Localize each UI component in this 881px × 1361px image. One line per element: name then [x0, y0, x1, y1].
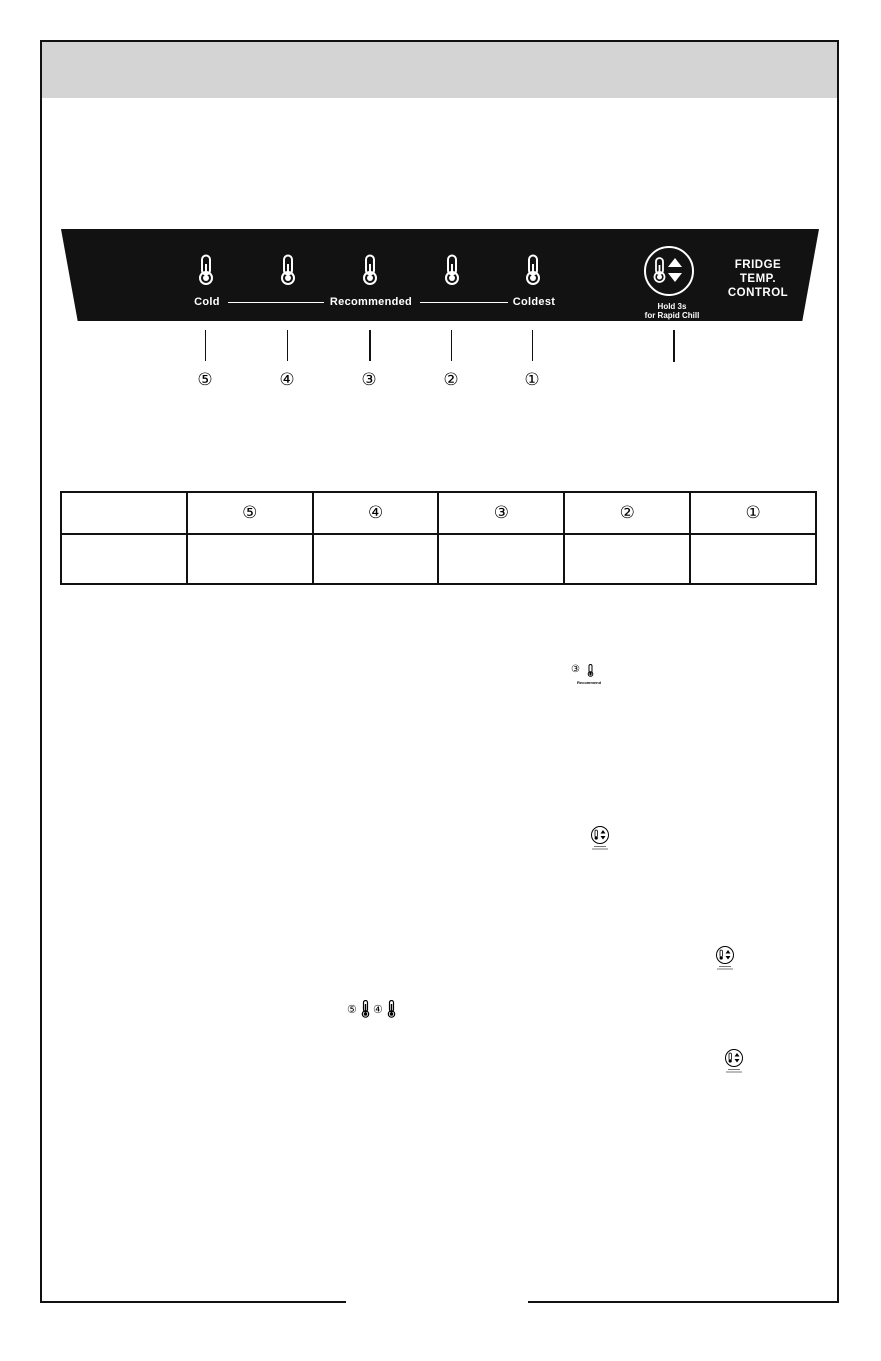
- scale-line-left: [228, 302, 324, 303]
- thermometer-icon-4[interactable]: [279, 254, 297, 286]
- scale-line-right: [420, 302, 508, 303]
- table-cell: [313, 534, 439, 584]
- recommend-number: ③: [571, 664, 580, 675]
- callout-number-4: ④: [279, 370, 295, 389]
- fridge-temp-control-title: [708, 258, 808, 300]
- header-band: [42, 42, 837, 98]
- table-cell: [187, 534, 313, 584]
- callout-number-1: ①: [524, 370, 540, 389]
- table-row: [61, 534, 816, 584]
- rapid-chill-icon: [652, 256, 686, 286]
- thermometer-icon-3[interactable]: [361, 254, 379, 286]
- table-header-cell: ①: [690, 492, 816, 534]
- callout-line-1: [532, 330, 533, 361]
- callout-line-rapid: [673, 330, 675, 362]
- pair-thermometer-icon-4: [387, 1000, 396, 1018]
- label-cold: Cold: [194, 296, 220, 308]
- recommend-thermometer-icon: [587, 664, 594, 677]
- hold-instructions: [612, 302, 732, 320]
- pair-number-4: ④: [373, 1004, 383, 1016]
- table-header-row: [61, 492, 816, 534]
- footer-rule-left: [40, 1301, 346, 1303]
- table-header-cell: [61, 492, 187, 534]
- thermometer-icon-5[interactable]: [197, 254, 215, 286]
- table-cell: [61, 534, 187, 584]
- table-header-cell: ②: [564, 492, 690, 534]
- thermometer-icon-1[interactable]: [524, 254, 542, 286]
- rapid-chill-small-icon-3: [724, 1048, 744, 1074]
- recommend-label: Recommend: [577, 680, 602, 685]
- pair-number-5: ⑤: [347, 1004, 357, 1016]
- hold-line-2: for Rapid Chill: [644, 311, 700, 320]
- callout-line-3: [369, 330, 371, 361]
- callout-number-3: ③: [361, 370, 377, 389]
- thermometer-icon-2[interactable]: [443, 254, 461, 286]
- callout-line-5: [205, 330, 206, 361]
- callout-line-2: [451, 330, 452, 361]
- pair-thermometer-icon-5: [361, 1000, 370, 1018]
- title-line-1: FRIDGE: [734, 259, 782, 271]
- table-cell: [438, 534, 564, 584]
- label-recommended: Recommended: [329, 296, 413, 308]
- settings-table: [60, 491, 817, 585]
- table-header-cell: ③: [438, 492, 564, 534]
- callout-line-4: [287, 330, 288, 361]
- footer-rule-right: [528, 1301, 839, 1303]
- title-line-2: TEMP. CONTROL: [727, 273, 789, 299]
- callout-number-5: ⑤: [197, 370, 213, 389]
- table-cell: [564, 534, 690, 584]
- label-coldest: Coldest: [512, 296, 556, 308]
- table-cell: [690, 534, 816, 584]
- table-header-cell: ⑤: [187, 492, 313, 534]
- callout-number-2: ②: [443, 370, 459, 389]
- table-header-cell: ④: [313, 492, 439, 534]
- rapid-chill-small-icon-1: [590, 825, 610, 851]
- hold-line-1: Hold 3s: [657, 302, 687, 311]
- rapid-chill-small-icon-2: [715, 945, 735, 971]
